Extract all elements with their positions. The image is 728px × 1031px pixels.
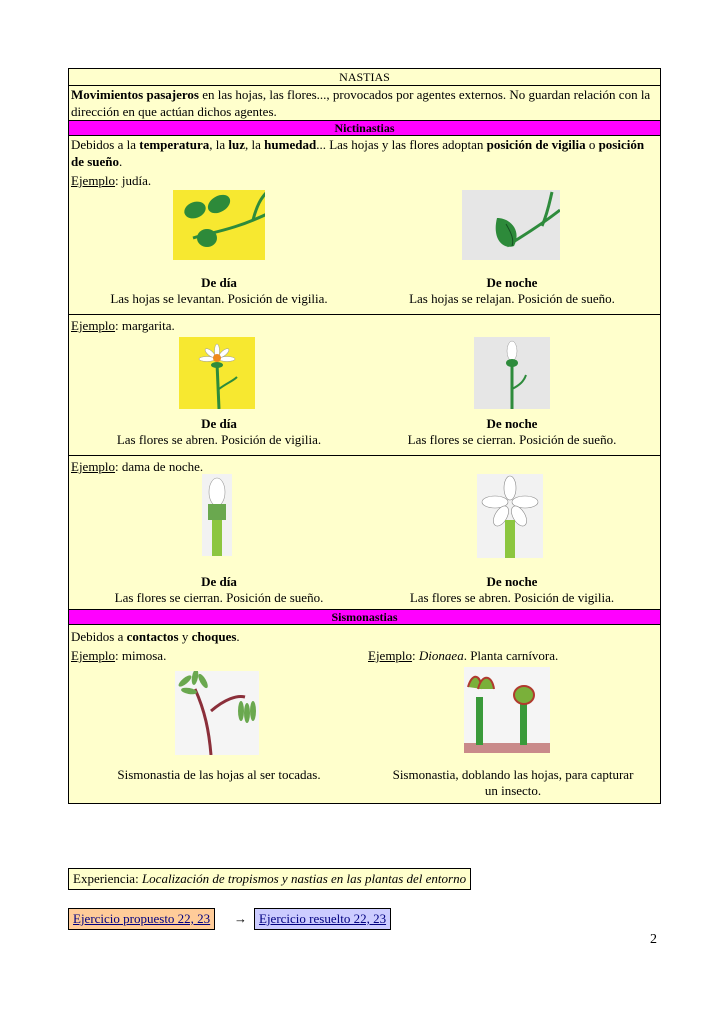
example-margarita: Ejemplo: margarita. De día Las flores se abren. Posición de vigilia. De noche Las flores se cierran. Posición de sueño. bbox=[69, 315, 660, 456]
sismonastias-desc: Debidos a contactos y choques. bbox=[71, 629, 240, 644]
page-number: 2 bbox=[650, 932, 657, 947]
judia-night-caption: De noche Las hojas se relajan. Posición de sueño. bbox=[409, 275, 615, 306]
dionaea-drawing bbox=[464, 667, 550, 753]
ejemplo-label: Ejemplo bbox=[71, 173, 116, 188]
example-name: : dama de noche. bbox=[115, 459, 204, 474]
bean-day-drawing bbox=[173, 190, 265, 260]
ejercicio-propuesto-link[interactable]: Ejercicio propuesto 22, 23 bbox=[68, 908, 215, 930]
sismonastias-examples bbox=[69, 645, 660, 803]
mimosa-caption: Sismonastia de las hojas al ser tocadas. bbox=[117, 767, 321, 782]
intro-text: en las hojas, las flores..., provocados por agentes externos. No guardan relación con la dirección en que actúan dichos agentes. bbox=[71, 87, 651, 119]
margarita-day-caption: De día Las flores se abren. Posición de vigilia. bbox=[116, 416, 322, 447]
arrow-icon: → bbox=[234, 911, 247, 926]
dama-day-drawing bbox=[202, 474, 232, 556]
dionaea-caption: Sismonastia, doblando las hojas, para capturar un insecto. bbox=[392, 767, 634, 798]
dama-night-drawing bbox=[477, 474, 543, 558]
example-dama-de-noche: Ejemplo: dama de noche. De día Las flores se cierran. Posición de sueño. De noche Las flores se abren. Posición de vigilia. bbox=[69, 456, 660, 609]
nastias-title: NASTIAS bbox=[69, 69, 660, 86]
sismonastias-title: Sismonastias bbox=[69, 609, 660, 625]
example-name: : margarita. bbox=[115, 318, 175, 333]
daisy-night-drawing bbox=[474, 337, 550, 409]
experiencia-label: Experiencia: bbox=[73, 871, 142, 886]
example-name: : judía. bbox=[115, 173, 152, 188]
mimosa-drawing bbox=[175, 671, 259, 755]
experiencia-title: Localización de tropismos y nastias en las plantas del entorno bbox=[141, 871, 467, 886]
dionaea-example: Ejemplo: Dionaea. Planta carnívora. bbox=[368, 648, 559, 663]
margarita-night-caption: De noche Las flores se cierran. Posición de sueño. bbox=[407, 416, 617, 447]
example-judia bbox=[69, 170, 660, 315]
nastias-intro bbox=[69, 86, 660, 121]
daisy-day-drawing bbox=[179, 337, 255, 409]
ejercicio-resuelto-link[interactable]: Ejercicio resuelto 22, 23 bbox=[254, 908, 391, 930]
dama-night-caption: De noche Las flores se abren. Posición de vigilia. bbox=[409, 574, 615, 605]
nictinastias-desc: Debidos a la temperatura, la luz, la humedad... Las hojas y las flores adoptan posición de vigilia o posición de sueño. bbox=[71, 137, 645, 169]
dama-day-caption: De día Las flores se cierran. Posición de sueño. bbox=[114, 574, 324, 605]
experiencia-box bbox=[68, 868, 471, 890]
intro-bold: Movimientos pasajeros bbox=[71, 87, 199, 102]
judia-day-caption: De día Las hojas se levantan. Posición de vigilia. bbox=[110, 275, 328, 306]
bean-night-drawing bbox=[462, 190, 560, 260]
nastias-document bbox=[68, 68, 661, 804]
nictinastias-title: Nictinastias bbox=[69, 121, 660, 136]
mimosa-example: Ejemplo: mimosa. bbox=[71, 648, 167, 663]
